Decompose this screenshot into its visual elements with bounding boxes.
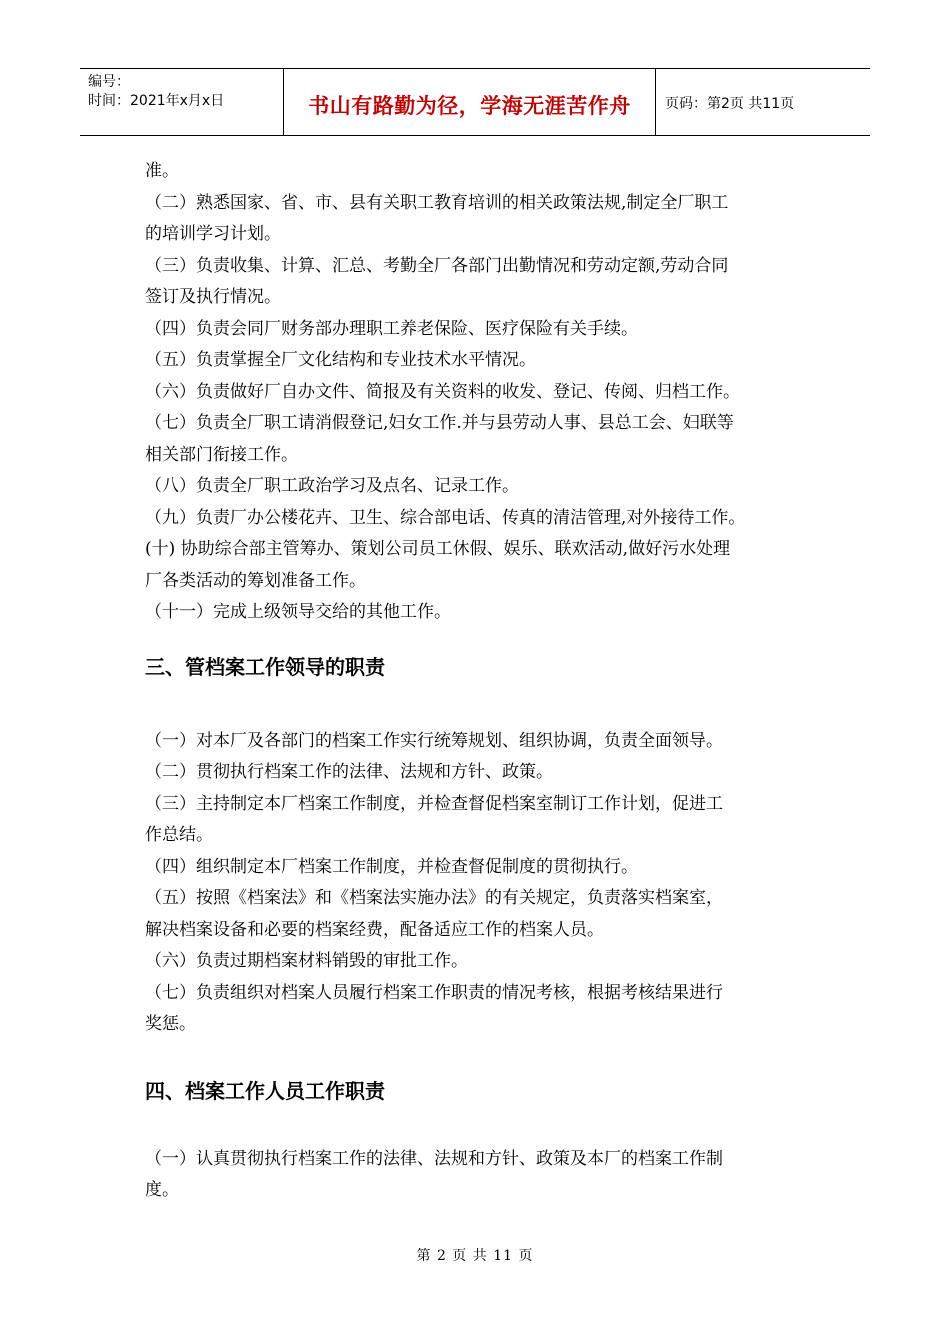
section-3-body: [145, 726, 815, 1041]
paragraph-line: （六）负责做好厂自办文件、简报及有关资料的收发、登记、传阅、归档工作。: [145, 381, 740, 402]
paragraph-line: 的培训学习计划。: [145, 224, 281, 244]
document-body: [145, 156, 815, 1207]
header-page-label: 页码：第2页 共11页: [665, 96, 795, 112]
section-4-heading: 四、档案工作人员工作职责: [145, 1078, 385, 1103]
paragraph-line: （四）负责会同厂财务部办理职工养老保险、医疗保险有关手续。: [145, 318, 638, 339]
section-3-heading: 三、管档案工作领导的职责: [145, 654, 385, 679]
paragraph-line: 解决档案设备和必要的档案经费，配备适应工作的档案人员。: [145, 919, 604, 940]
paragraph-line: 度。: [145, 1180, 179, 1200]
paragraph-line: 签订及执行情况。: [145, 287, 281, 307]
section-4-body: [145, 1144, 815, 1207]
page-footer: 第 2 页 共 11 页: [416, 1248, 534, 1264]
page-header: [80, 68, 870, 136]
paragraph-line: （四）组织制定本厂档案工作制度，并检查督促制度的贯彻执行。: [145, 856, 638, 877]
paragraph-line: （十一）完成上级领导交给的其他工作。: [145, 602, 451, 622]
paragraph-line: （一）对本厂及各部门的档案工作实行统筹规划、组织协调，负责全面领导。: [145, 730, 723, 751]
paragraph-line: （八）负责全厂职工政治学习及点名、记录工作。: [145, 476, 519, 496]
paragraph-line: 相关部门衔接工作。: [145, 444, 298, 465]
paragraph-line: （七）负责全厂职工请消假登记,妇女工作.并与县劳动人事、县总工会、妇联等: [145, 413, 734, 433]
paragraph-line: （六）负责过期档案材料销毁的审批工作。: [145, 951, 468, 971]
paragraph-line: （一）认真贯彻执行档案工作的法律、法规和方针、政策及本厂的档案工作制: [145, 1148, 723, 1169]
header-motto: 书山有路勤为径，学海无涯苦作舟: [308, 94, 631, 118]
header-left-cell: [80, 69, 283, 135]
paragraph-line: （五）按照《档案法》和《档案法实施办法》的有关规定，负责落实档案室，: [145, 888, 723, 908]
header-page-cell: [656, 69, 870, 135]
document-time-label: 时间：2021年x月x日: [88, 93, 225, 109]
header-motto-cell: [283, 69, 656, 135]
paragraph-line: （五）负责掌握全厂文化结构和专业技术水平情况。: [145, 350, 536, 370]
paragraph-line: （三）主持制定本厂档案工作制度，并检查督促档案室制订工作计划，促进工: [145, 793, 723, 814]
paragraph-line: (十) 协助综合部主管筹办、策划公司员工休假、娱乐、联欢活动,做好污水处理: [145, 539, 731, 559]
paragraph-line: 厂各类活动的筹划准备工作。: [145, 570, 366, 591]
document-number-label: 编号：: [88, 74, 130, 90]
paragraph-line: 作总结。: [145, 825, 213, 845]
paragraph-line: （二）熟悉国家、省、市、县有关职工教育培训的相关政策法规,制定全厂职工: [145, 192, 729, 213]
previous-section-continued: [145, 156, 815, 629]
paragraph-line: （二）贯彻执行档案工作的法律、法规和方针、政策。: [145, 762, 553, 782]
paragraph-line: （七）负责组织对档案人员履行档案工作职责的情况考核，根据考核结果进行: [145, 982, 723, 1003]
paragraph-line: 奖惩。: [145, 1014, 196, 1034]
paragraph-line: 准。: [145, 161, 179, 181]
paragraph-line: （九）负责厂办公楼花卉、卫生、综合部电话、传真的清洁管理,对外接待工作。: [145, 507, 746, 528]
paragraph-line: （三）负责收集、计算、汇总、考勤全厂各部门出勤情况和劳动定额,劳动合同: [145, 255, 729, 276]
